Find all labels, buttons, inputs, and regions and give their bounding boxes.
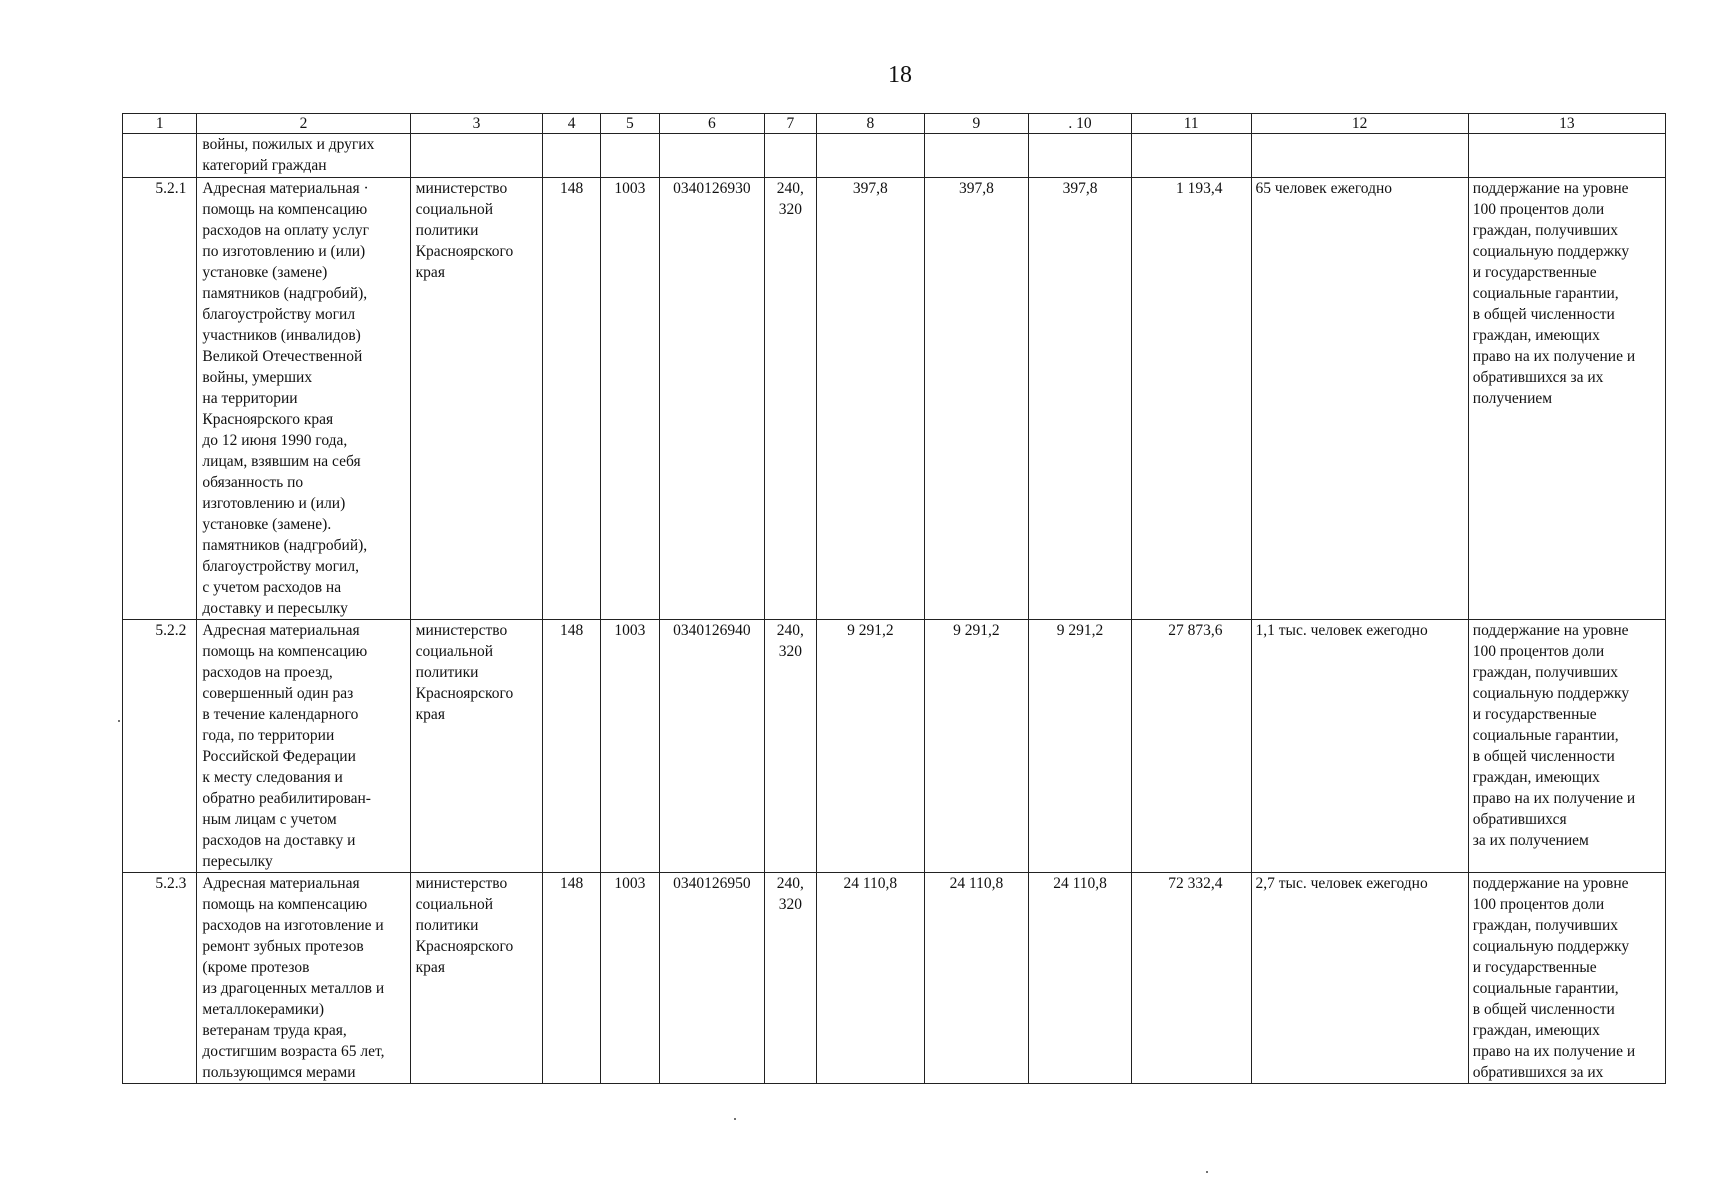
header-cell: 9: [924, 114, 1029, 134]
code-cell: 240, 320: [764, 178, 816, 620]
table-row: [123, 873, 1666, 1084]
description-cell: войны, пожилых и других категорий граждан: [197, 134, 410, 178]
scan-speck: [734, 1118, 736, 1120]
amount-cell: 397,8: [1029, 178, 1132, 620]
table-row: [123, 620, 1666, 873]
measures-table: [122, 113, 1666, 1084]
page-number: 18: [888, 62, 912, 88]
code-cell: 148: [543, 873, 600, 1084]
total-cell: 27 873,6: [1131, 620, 1251, 873]
scan-speck: [118, 720, 120, 722]
amount-cell: 397,8: [924, 178, 1029, 620]
code-cell: 1003: [600, 620, 659, 873]
indicator-cell: поддержание на уровне 100 процентов доли граждан, получивших социальную поддержку и государственные социальные гарантии, в общей численности граждан, имеющих право на их получение и обратившихся за их: [1468, 873, 1665, 1084]
table-row: [123, 178, 1666, 620]
row-number: 5.2.3: [123, 873, 197, 1084]
code-cell: 0340126930: [660, 178, 765, 620]
indicator-cell: поддержание на уровне 100 процентов доли граждан, получивших социальную поддержку и государственные социальные гарантии, в общей численности граждан, имеющих право на их получение и обратившихся за их получением: [1468, 620, 1665, 873]
header-cell: . 10: [1029, 114, 1132, 134]
result-cell: 1,1 тыс. человек ежегодно: [1251, 620, 1468, 873]
header-cell: 12: [1251, 114, 1468, 134]
continuation-row: [123, 134, 1666, 178]
ministry-cell: министерство социальной политики Красноярского края: [410, 178, 543, 620]
header-cell: 8: [817, 114, 925, 134]
header-cell: 1: [123, 114, 197, 134]
total-cell: 72 332,4: [1131, 873, 1251, 1084]
header-cell: 7: [764, 114, 816, 134]
ministry-cell: министерство социальной политики Красноярского края: [410, 620, 543, 873]
indicator-cell: поддержание на уровне 100 процентов доли граждан, получивших социальную поддержку и государственные социальные гарантии, в общей численности граждан, имеющих право на их получение и обратившихся за их получением: [1468, 178, 1665, 620]
ministry-cell: министерство социальной политики Красноярского края: [410, 873, 543, 1084]
code-cell: 1003: [600, 178, 659, 620]
amount-cell: 397,8: [817, 178, 925, 620]
row-number: 5.2.2: [123, 620, 197, 873]
code-cell: 0340126950: [660, 873, 765, 1084]
header-cell: 3: [410, 114, 543, 134]
result-cell: 65 человек ежегодно: [1251, 178, 1468, 620]
header-cell: 2: [197, 114, 410, 134]
header-cell: 5: [600, 114, 659, 134]
header-cell: 4: [543, 114, 600, 134]
header-row: [123, 114, 1666, 134]
header-cell: 13: [1468, 114, 1665, 134]
code-cell: 148: [543, 178, 600, 620]
description-cell: Адресная материальная помощь на компенсацию расходов на изготовление и ремонт зубных протезов (кроме протезов из драгоценных металлов и металлокерамики) ветеранам труда края, достигшим возраста 65 лет, пользующимся мерами: [197, 873, 410, 1084]
scan-speck: [1206, 1171, 1208, 1173]
header-cell: 11: [1131, 114, 1251, 134]
description-cell: Адресная материальная помощь на компенсацию расходов на проезд, совершенный один раз в течение календарного года, по территории Российской Федерации к месту следования и обратно реабилитирован- ным лицам с учетом расходов на доставку и пересылку: [197, 620, 410, 873]
header-cell: 6: [660, 114, 765, 134]
amount-cell: 24 110,8: [1029, 873, 1132, 1084]
amount-cell: 9 291,2: [924, 620, 1029, 873]
code-cell: 240, 320: [764, 873, 816, 1084]
code-cell: 240, 320: [764, 620, 816, 873]
amount-cell: 9 291,2: [1029, 620, 1132, 873]
code-cell: 148: [543, 620, 600, 873]
row-number: 5.2.1: [123, 178, 197, 620]
description-cell: Адресная материальная · помощь на компенсацию расходов на оплату услуг по изготовлению и (или) установке (замене) памятников (надгробий), благоустройству могил участников (инвалидов) Великой Отечественной войны, умерших на территории Красноярского края до 12 июня 1990 года, лицам, взявшим на себя обязанность по изготовлению и (или) установке (замене). памятников (надгробий), благоустройству могил, с учетом расходов на доставку и пересылку: [197, 178, 410, 620]
amount-cell: 24 110,8: [817, 873, 925, 1084]
result-cell: 2,7 тыс. человек ежегодно: [1251, 873, 1468, 1084]
total-cell: 1 193,4: [1131, 178, 1251, 620]
code-cell: 1003: [600, 873, 659, 1084]
amount-cell: 24 110,8: [924, 873, 1029, 1084]
code-cell: 0340126940: [660, 620, 765, 873]
amount-cell: 9 291,2: [817, 620, 925, 873]
